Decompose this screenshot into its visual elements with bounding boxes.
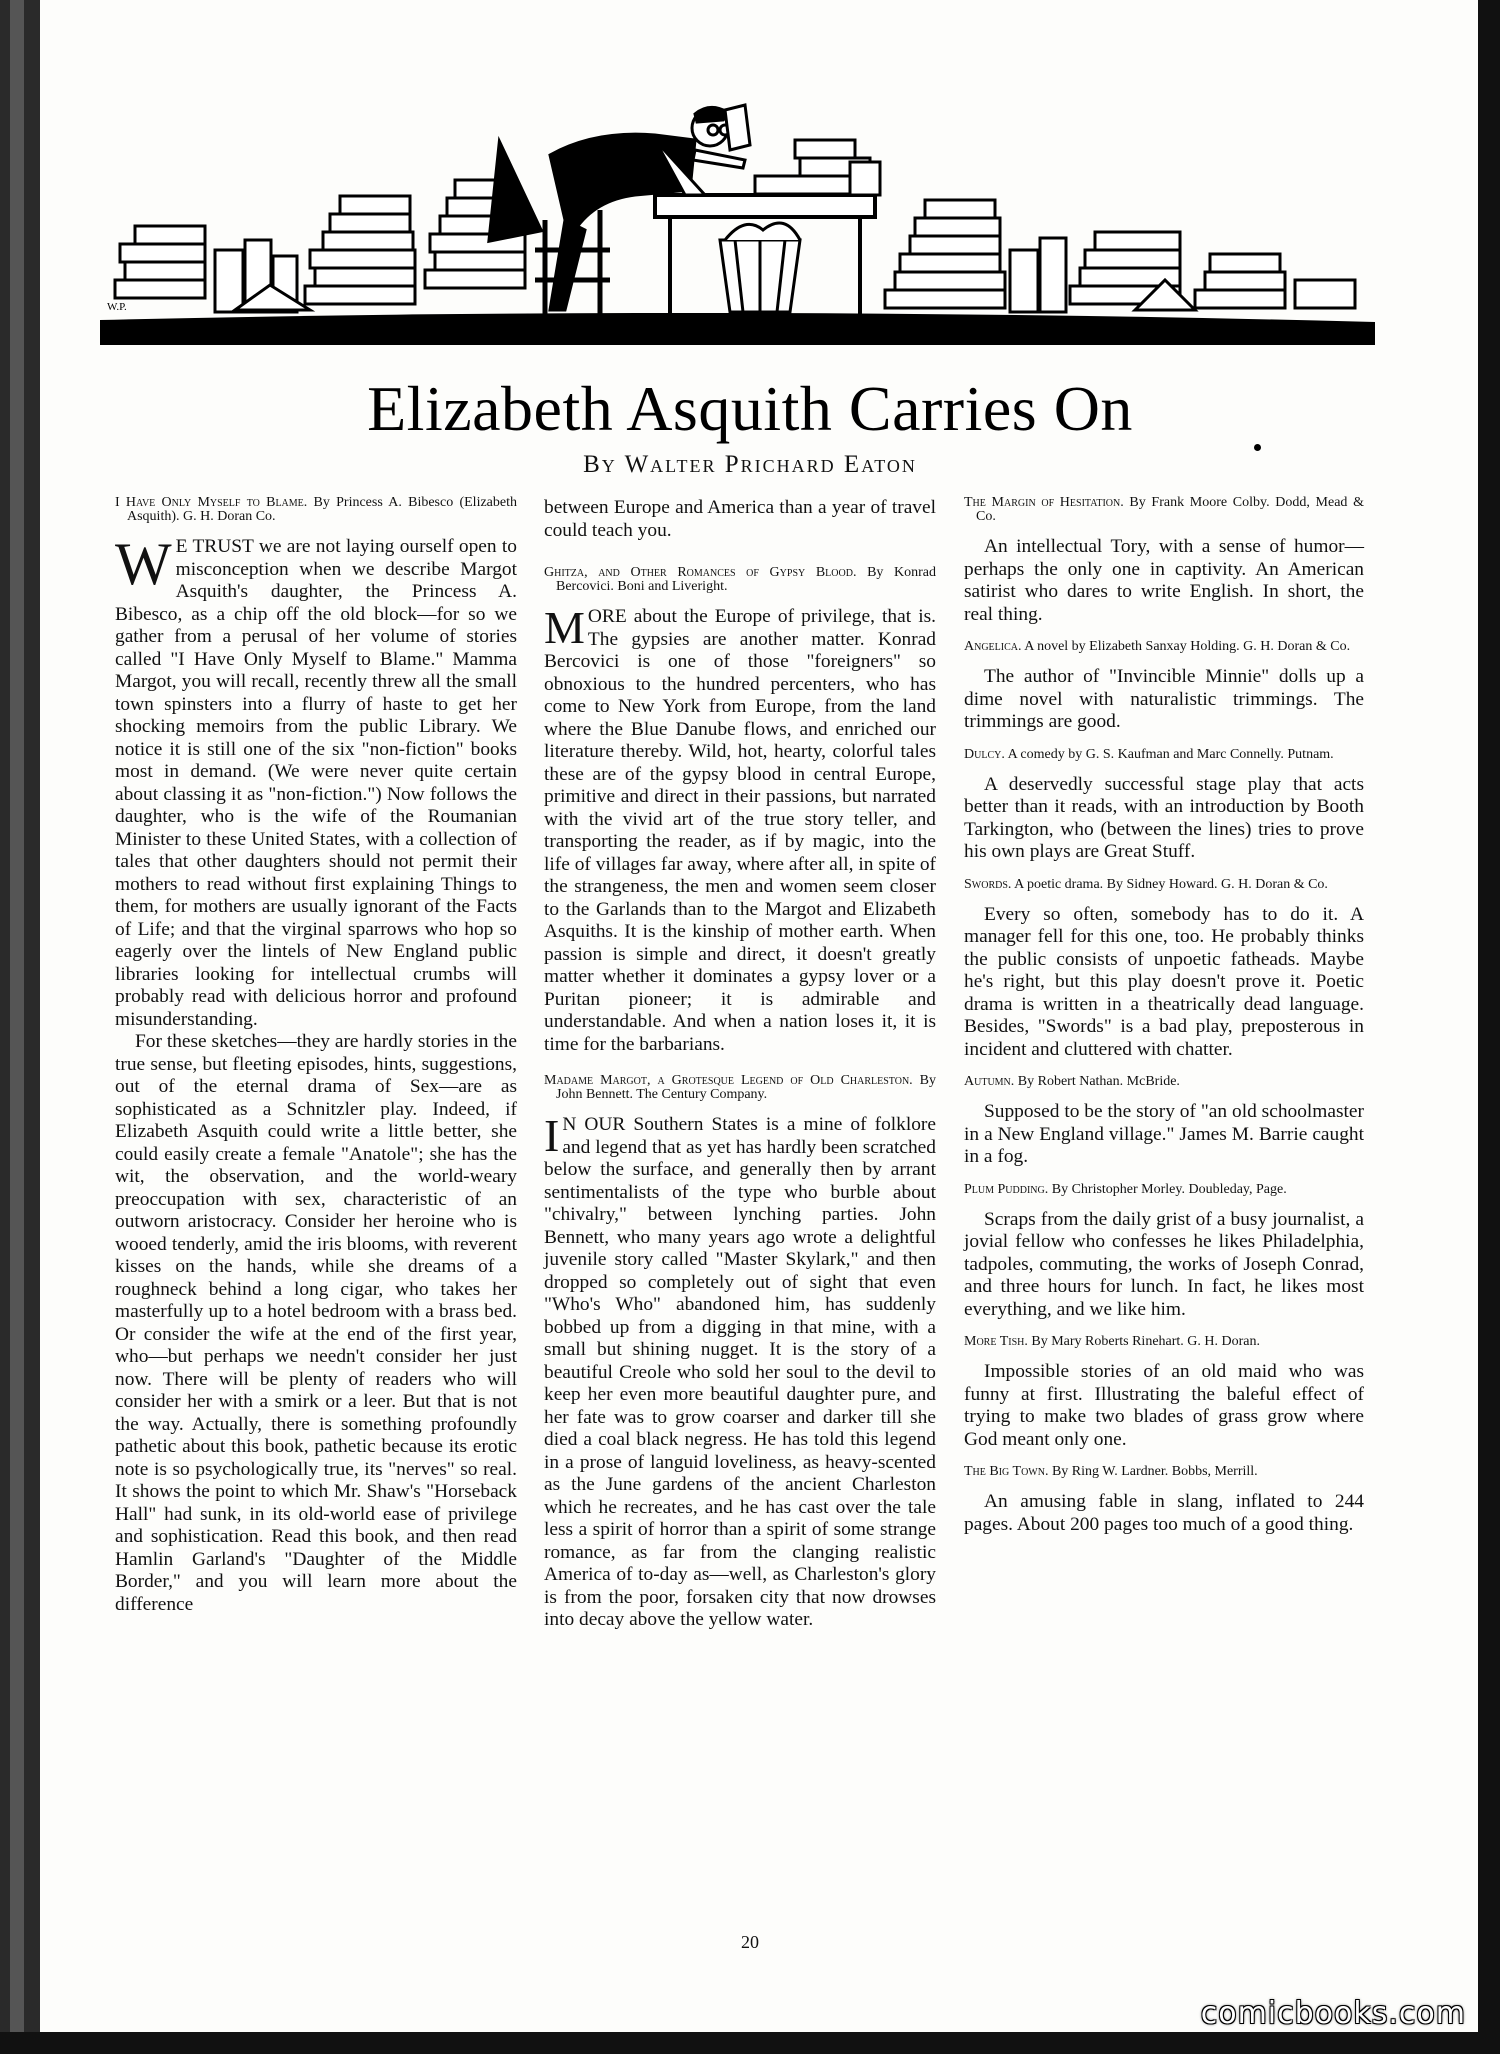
site-watermark: comicbooks.com [1200,1996,1466,2031]
short-review-text: An intellectual Tory, with a sense of humor—perhaps the only one in captivity. An American satirist who dares to write English. In short, the real thing. [964,536,1364,625]
book-reference [964,878,1364,892]
book-title: Madame Margot, a Grotesque Legend of Old Charleston. [544,1073,913,1088]
book-pile-left [115,180,525,312]
book-reference [964,640,1364,654]
book-details: By Princess A. Bibesco (Elizabeth Asquith). G. H. Doran Co. [127,495,517,524]
review-continuation: between Europe and America than a year of travel could teach you. [544,497,936,541]
book-details: By Mary Roberts Rinehart. G. H. Doran. [1031,1334,1261,1349]
book-title: Ghitza, and Other Romances of Gypsy Blood. [544,565,857,580]
book-details: A comedy by G. S. Kaufman and Marc Connelly. Putnam. [1007,746,1334,762]
book-reference [964,1183,1364,1197]
review-text: E TRUST we are not laying ourself open to misconception when we describe Margot Asquith's daughter, the Princess A. Bibesco, as a chip off the old block—for so we gather from a perusal of her volume of stories called "I Have Only Myself to Blame." Mamma Margot, you will recall, recently threw all the small town spinsters into a flurry of haste to get her shocking memoirs from the public Library. We notice it is still one of the six "non-fiction" books most in demand. (We were never quite certain about classing it as "non-fiction.") Now follows the daughter, who is the wife of the Roumanian Minister to these United States, with a collection of tales that other daughters should not permit their mothers to read without first explaining Things to them, for mothers are usually ignorant of the Facts of Life; and that the virginal sparrows who hop so eagerly over the lintels of New England public libraries looking for intellectual crumbs will probably read with delicious horror and profound misunderstanding. [115,536,517,1030]
article-headline: Elizabeth Asquith Carries On [367,373,1133,444]
review-text: ORE about the Europe of privilege, that is. The gypsies are another matter. Konrad Bercovici is one of those "foreigners" so obnoxious to the hundred percenters, who has come to New York from Europe, from the land where the Blue Danube flows, and enriched our literature thereby. Wild, hot, hearty, colorful tales these are of the gypsy blood in central Europe, primitive and direct in their passions, but narrated with the vivid art of the true story teller, and transporting the reader, as if by magic, into the life of villages far away, where after all, in spite of the strangeness, the men and women seem closer to the Garlands than to the Margot and Elizabeth Asquiths. It is the kinship of mother earth. When passion is simple and direct, it doesn't greatly matter whether it dominates a gypsy lover or a Puritan pioneer; it is admirable and understandable. And when a nation loses it, it is time for the barbarians. [544,606,936,1055]
book-reference [964,1465,1364,1479]
page-number: 20 [741,1932,759,1952]
scan-bottom-edge [0,2032,1500,2054]
short-review-text: The author of "Invincible Minnie" dolls up a dime novel with naturalistic trimmings. The trimmings are good. [964,666,1364,732]
review-paragraph [544,1110,936,1632]
column-3 [964,496,1364,1536]
short-review-text: Impossible stories of an old maid who was funny at first. Illustrating the baleful effect of trying to make two blades of grass grow where God meant only one. [964,1361,1364,1450]
book-details: A poetic drama. By Sidney Howard. G. H. Doran & Co. [1014,876,1328,892]
book-title: Plum Pudding. [964,1181,1049,1197]
book-title: The Margin of Hesitation. [964,495,1124,510]
drop-cap: M [544,602,585,653]
book-details: By Ring W. Lardner. Bobbs, Merrill. [1051,1464,1258,1479]
drop-cap: I [544,1110,560,1161]
book-reference [115,496,517,524]
book-reference [964,1075,1364,1089]
book-reference [544,1074,936,1102]
book-reference [544,566,936,594]
wastebasket [720,223,800,312]
book-title: Angelica. [964,639,1022,654]
review-paragraph: For these sketches—they are hardly stories in the true sense, but fleeting episodes, hints, suggestions, out of the eternal drama of Sex—are as sophisticated as a Schnitzler play. Indeed, if Elizabeth Asquith could write a little better, she could easily create a female "Anatole"; she has the wit, the observation, and the world-weary preoccupation with sex, characteristic of an outworn aristocracy. Consider her heroine who is wooed tenderly, amid the iris blooms, with reverent kisses on the hands, while she dreams of a roughneck behind a long cigar, who takes her masterfully up to a hotel bedroom with a brass bed. Or consider the wife at the end of the first year, who—but perhaps we needn't consider her just now. There will be plenty of readers who will consider her with a smirk or a leer. But that is not the way. Actually, there is something profoundly pathetic about this book, pathetic because its erotic note is so psychologically true, its "nerves" so real. It shows the point to which Mr. Shaw's "Horseback Hall" had sunk, in its old-world ease of privilege and sophistication. Read this book, and then read Hamlin Garland's "Daughter of the Middle Border," and you will learn more about the difference [115,1031,517,1615]
book-details: By Konrad Bercovici. Boni and Liveright. [556,565,936,594]
scan-right-edge [1478,0,1500,2054]
short-review-text: Supposed to be the story of "an old schoolmaster in a New England village." James M. Barrie caught in a fog. [964,1101,1364,1167]
book-title: Dulcy. [964,746,1005,762]
book-title: I Have Only Myself to Blame. [115,495,308,510]
header-illustration [95,100,1380,345]
book-pile-right [885,200,1355,312]
column-1 [115,496,517,1616]
short-review-text: Every so often, somebody has to do it. A manager fell for this one, too. He probably thinks the public consists of unpoetic fatheads. Maybe he's right, but this play doesn't prove it. Poetic drama is written in a theatrically dead language. Besides, "Swords" is a bad play, preposterous in incident and cluttered with chatter. [964,903,1364,1060]
book-details: A novel by Elizabeth Sanxay Holding. G. H. Doran & Co. [1024,639,1351,654]
short-review-text: An amusing fable in slang, inflated to 244 pages. About 200 pages too much of a good thing. [964,1491,1364,1535]
scan-binding-shadow [10,0,24,2054]
ink-speck [1254,444,1261,451]
article-byline: By Walter Prichard Eaton [583,451,917,478]
book-title: Autumn. [964,1074,1015,1089]
book-title: Swords. [964,876,1012,892]
review-text: N OUR Southern States is a mine of folklore and legend that as yet has hardly been scratched below the surface, and generally then by arrant sentimentalists of the type who burble about "chivalry," between lynching parties. John Bennett, who many years ago wrote a delightful juvenile story called "Master Skylark," and then dropped so completely out of sight that even "Who's Who" abandoned him, has suddenly bobbed up from a digging in that mine, with a small but shining nugget. It is the story of a beautiful Creole who sold her soul to the devil to keep her even more beautiful daughter pure, and her fate was to grow coarser and darker till she died a coal black negress. He has told this legend in a prose of languid loveliness, as heavy-scented as the June gardens of the ancient Charleston which he recreates, and he has cast over the tale less a spirit of horror than a spirit of some strange romance, as far from the clanging realistic America of to-day as—well, as Charleston's glory is from the poor, forsaken city that now drowses into decay above the yellow water. [544,1114,936,1630]
book-details: By Frank Moore Colby. Dodd, Mead & Co. [976,495,1364,524]
review-paragraph [115,531,517,1031]
artist-signature: W.P. [107,301,127,313]
review-paragraph [544,602,936,1056]
short-review-text: Scraps from the daily grist of a busy journalist, a jovial fellow who confesses he likes Philadelphia, tadpoles, commuting, the works of Joseph Conrad, and three hours for lunch. In fact, he likes most everything, and we like him. [964,1208,1364,1320]
book-reference [964,1335,1364,1349]
book-details: By Robert Nathan. McBride. [1017,1074,1180,1089]
book-reference [964,496,1364,524]
short-review-text: A deservedly successful stage play that acts better than it reads, with an introduction by Booth Tarkington, who (between the lines) tries to prove his own plays are Great Stuff. [964,773,1364,862]
book-title: More Tish. [964,1334,1028,1349]
book-details: By Christopher Morley. Doubleday, Page. [1051,1181,1287,1197]
book-details: By John Bennett. The Century Company. [556,1073,936,1102]
drop-cap: W [115,531,172,597]
book-title: The Big Town. [964,1464,1049,1479]
book-reference [964,748,1364,762]
column-2 [544,497,936,1632]
